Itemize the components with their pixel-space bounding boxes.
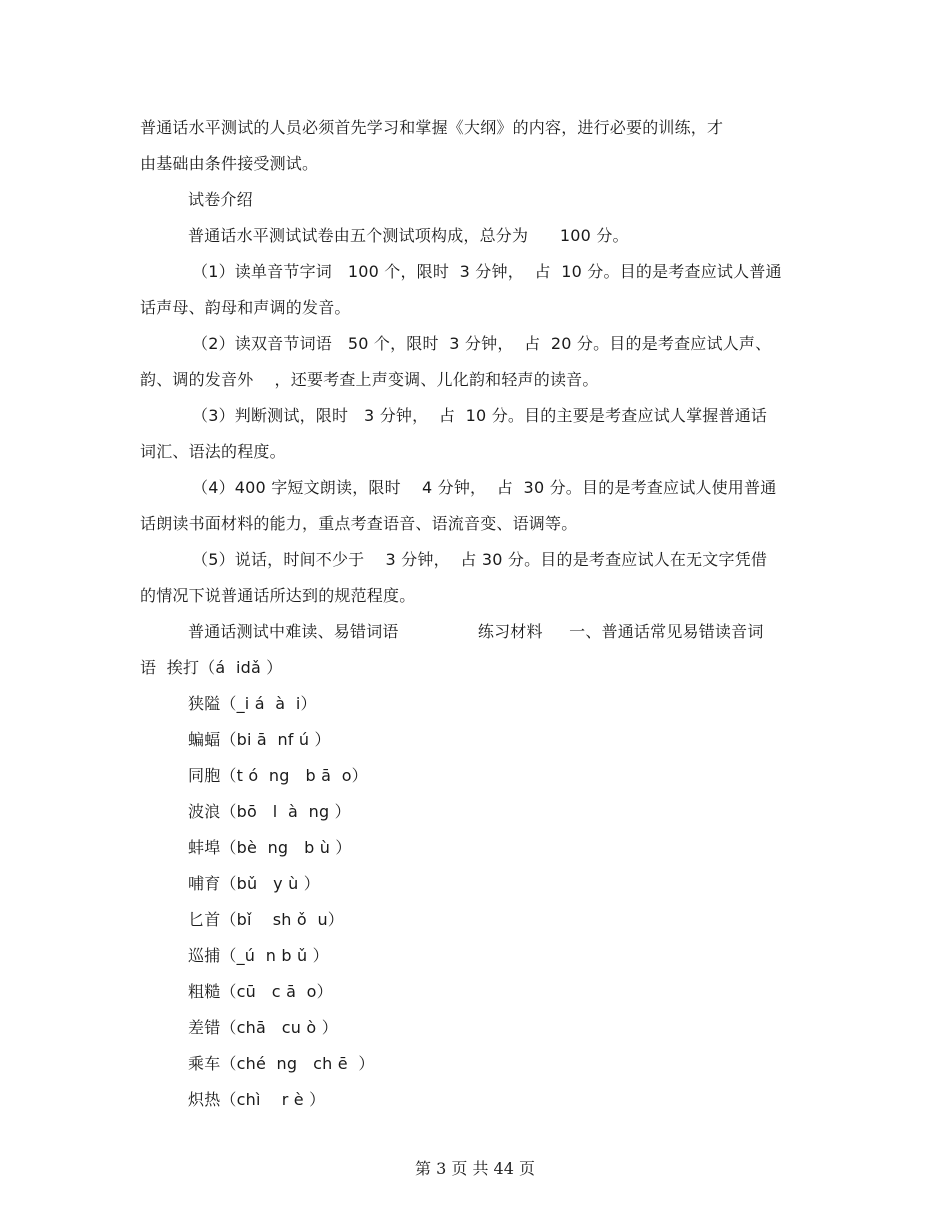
word-entry: 巡捕（_ú n b ǔ ） (188, 946, 329, 965)
word-entry: 狭隘（_i á à i） (188, 694, 317, 713)
body-text-line: 话声母、韵母和声调的发音。 (140, 298, 351, 317)
body-text-line: 由基础由条件接受测试。 (140, 154, 319, 173)
word-entry: 粗糙（cū c ā o） (188, 982, 333, 1001)
body-text-line: （3）判断测试，限时 3 分钟， 占 10 分。目的主要是考查应试人掌握普通话 (192, 406, 768, 425)
body-text-line: 的情况下说普通话所达到的规范程度。 (140, 586, 416, 605)
body-text-line: 话朗读书面材料的能力，重点考查语音、语流音变、语调等。 (140, 514, 578, 533)
body-text-line: 语 挨打（á idǎ ） (140, 658, 283, 677)
word-entry: 匕首（bǐ sh ǒ u） (188, 910, 345, 929)
body-text-line: （2）读双音节词语 50 个，限时 3 分钟， 占 20 分。目的是考查应试人声、 (192, 334, 772, 353)
page-number-footer: 第 3 页 共 44 页 (415, 1159, 535, 1178)
body-text-line: 韵、调的发音外 ，还要考查上声变调、儿化韵和轻声的读音。 (140, 370, 599, 389)
body-text-line: （5）说话，时间不少于 3 分钟， 占 30 分。目的是考查应试人在无文字凭借 (192, 550, 768, 569)
body-text-line: 词汇、语法的程度。 (140, 442, 286, 461)
word-entry: 同胞（t ó ng b ā o） (188, 766, 368, 785)
word-entry: 乘车（ché ng ch ē ） (188, 1054, 375, 1073)
body-text-line: （4）400 字短文朗读，限时 4 分钟， 占 30 分。目的是考查应试人使用普通 (192, 478, 777, 497)
word-entry: 蚌埠（bè ng b ù ） (188, 838, 352, 857)
body-text-line: 普通话测试中难读、易错词语 练习材料 一、普通话常见易错读音词 (188, 622, 764, 641)
word-entry: 蝙蝠（bi ā nf ú ） (188, 730, 331, 749)
section-heading: 试卷介绍 (188, 190, 253, 209)
body-text-line: 普通话水平测试试卷由五个测试项构成，总分为 100 分。 (188, 226, 629, 245)
word-entry: 波浪（bō l à ng ） (188, 802, 351, 821)
body-text-line: 普通话水平测试的人员必须首先学习和掌握《大纲》的内容，进行必要的训练，才 (140, 118, 724, 137)
body-text-line: （1）读单音节字词 100 个，限时 3 分钟， 占 10 分。目的是考查应试人普通 (192, 262, 782, 281)
word-entry: 炽热（chì r è ） (188, 1090, 326, 1109)
word-entry: 哺育（bǔ y ù ） (188, 874, 320, 893)
word-entry: 差错（chā cu ò ） (188, 1018, 338, 1037)
